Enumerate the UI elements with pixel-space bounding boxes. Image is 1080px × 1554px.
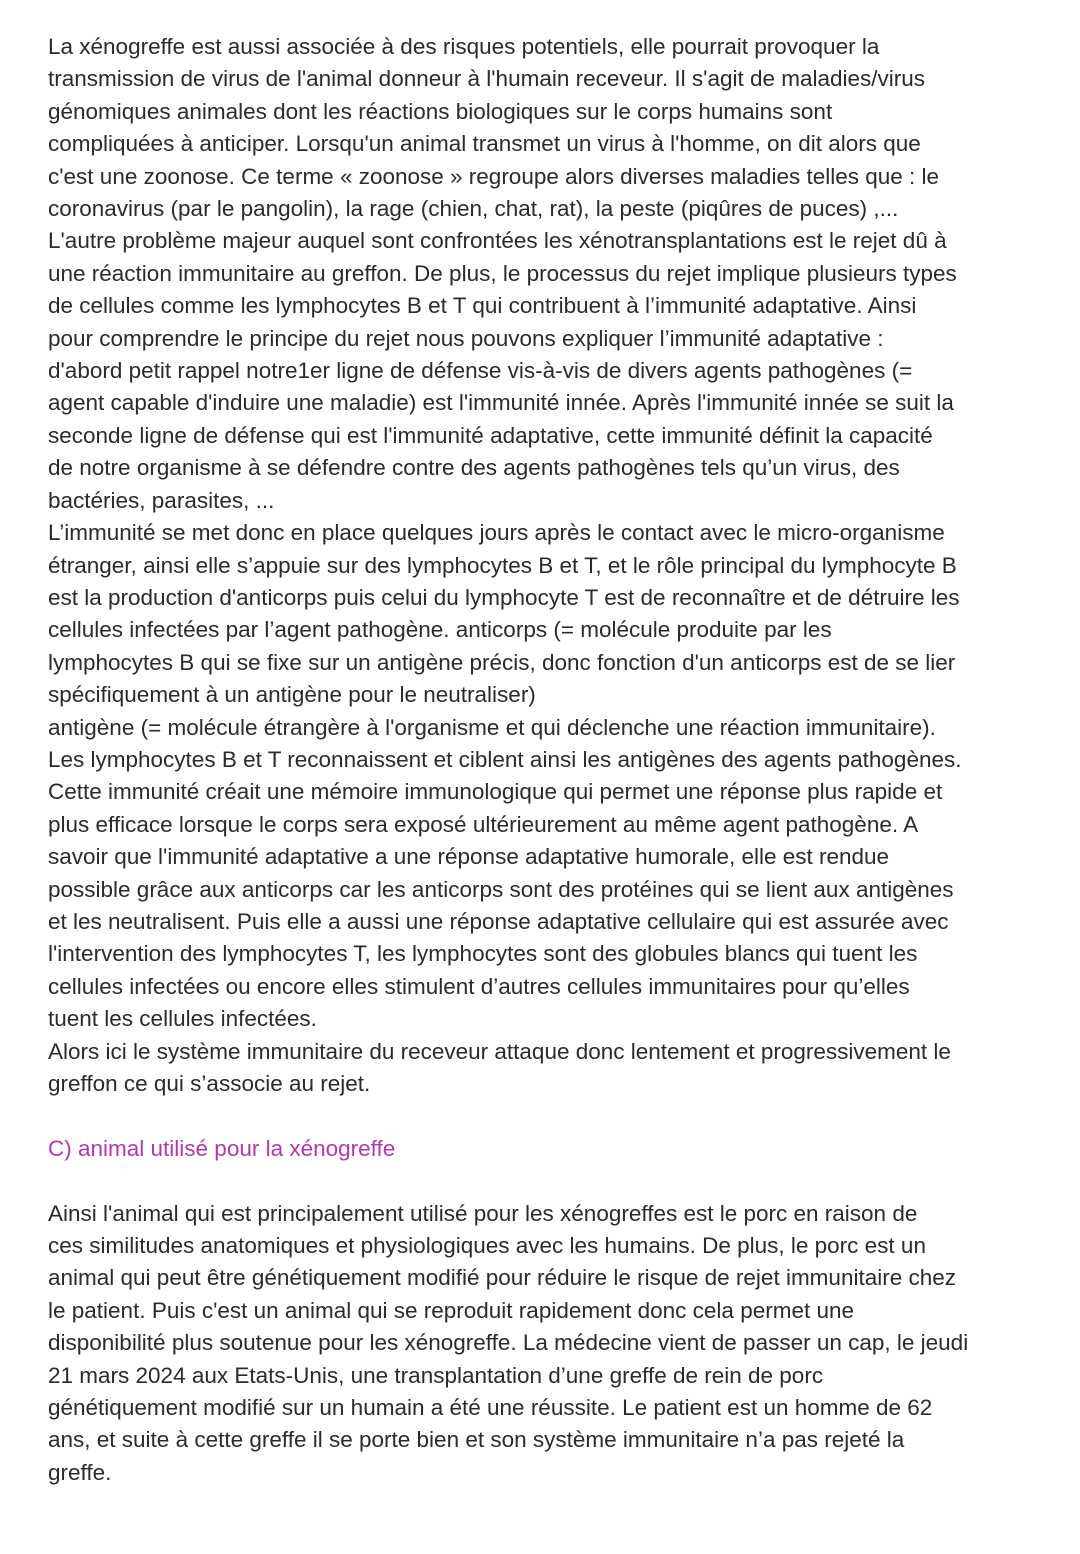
text-line: cellules infectées ou encore elles stimulent d’autres cellules immunitaires pour qu’elles — [48, 973, 910, 999]
text-line: pour comprendre le principe du rejet nous pouvons expliquer l’immunité adaptative : — [48, 325, 884, 351]
text-line: seconde ligne de défense qui est l'immunité adaptative, cette immunité définit la capacité — [48, 422, 933, 448]
text-line: bactéries, parasites, ... — [48, 487, 275, 513]
text-line: possible grâce aux anticorps car les anticorps sont des protéines qui se lient aux antigènes — [48, 876, 954, 902]
text-line: et les neutralisent. Puis elle a aussi une réponse adaptative cellulaire qui est assurée avec — [48, 908, 949, 934]
text-line: une réaction immunitaire au greffon. De plus, le processus du rejet implique plusieurs types — [48, 260, 957, 286]
text-line: compliquées à anticiper. Lorsqu'un animal transmet un virus à l'homme, on dit alors que — [48, 131, 921, 157]
text-line: Alors ici le système immunitaire du receveur attaque donc lentement et progressivement le — [48, 1038, 951, 1064]
text-line: d'abord petit rappel notre1er ligne de défense vis-à-vis de divers agents pathogènes (= — [48, 358, 913, 384]
text-line: animal qui peut être génétiquement modifié pour réduire le risque de rejet immunitaire chez — [48, 1265, 956, 1291]
text-line: de cellules comme les lymphocytes B et T qui contribuent à l’immunité adaptative. Ainsi — [48, 293, 917, 319]
text-line: transmission de virus de l'animal donneur à l'humain receveur. Il s'agit de maladies/virus — [48, 66, 926, 92]
text-line: La xénogreffe est aussi associée à des risques potentiels, elle pourrait provoquer la — [48, 34, 880, 59]
text-line: savoir que l'immunité adaptative a une réponse adaptative humorale, elle est rendue — [48, 844, 890, 870]
text-line: plus efficace lorsque le corps sera exposé ultérieurement au même agent pathogène. A — [48, 811, 919, 837]
paragraph-animal-used — [48, 1198, 1048, 1490]
text-line: greffon ce qui s’associe au rejet. — [48, 1071, 371, 1096]
blank-line — [48, 1100, 1048, 1132]
text-line: c'est une zoonose. Ce terme « zoonose » regroupe alors diverses maladies telles que : le — [48, 163, 940, 189]
text-line: 21 mars 2024 aux Etats-Unis, une transplantation d’une greffe de rein de porc — [48, 1362, 824, 1388]
text-line: disponibilité plus soutenue pour les xénogreffe. La médecine vient de passer un cap, le jeudi — [48, 1330, 969, 1356]
text-line: génomiques animales dont les réactions biologiques sur le corps humains sont — [48, 98, 833, 124]
text-line: Les lymphocytes B et T reconnaissent et ciblent ainsi les antigènes des agents pathogènes. — [48, 746, 962, 772]
text-line: étranger, ainsi elle s’appuie sur des lymphocytes B et T, et le rôle principal du lymphocyte B — [48, 552, 957, 578]
text-line: spécifiquement à un antigène pour le neutraliser) — [48, 682, 536, 708]
text-line: Cette immunité créait une mémoire immunologique qui permet une réponse plus rapide et — [48, 779, 943, 805]
text-line: cellules infectées par l’agent pathogène. anticorps (= molécule produite par les — [48, 617, 832, 643]
paragraph-risks-and-rejection — [48, 31, 1048, 1100]
text-line: est la production d'anticorps puis celui du lymphocyte T est de reconnaître et de détruire les — [48, 584, 960, 610]
text-line: lymphocytes B qui se fixe sur un antigène précis, donc fonction d'un anticorps est de se lier — [48, 649, 956, 675]
text-line: agent capable d'induire une maladie) est l'immunité innée. Après l'immunité innée se suit la — [48, 390, 954, 416]
text-line: tuent les cellules infectées. — [48, 1006, 317, 1032]
text-line: le patient. Puis c'est un animal qui se reproduit rapidement donc cela permet une — [48, 1297, 855, 1323]
document-page — [48, 31, 1048, 1489]
text-line: greffe. — [48, 1459, 112, 1485]
text-line: Ainsi l'animal qui est principalement utilisé pour les xénogreffes est le porc en raison de — [48, 1200, 918, 1226]
text-line: de notre organisme à se défendre contre des agents pathogènes tels qu’un virus, des — [48, 455, 900, 481]
text-line: génétiquement modifié sur un humain a été une réussite. Le patient est un homme de 62 — [48, 1395, 933, 1421]
text-line: ans, et suite à cette greffe il se porte bien et son système immunitaire n’a pas rejeté la — [48, 1427, 905, 1453]
text-line: antigène (= molécule étrangère à l'organisme et qui déclenche une réaction immunitaire). — [48, 714, 936, 740]
text-line: L'autre problème majeur auquel sont confrontées les xénotransplantations est le rejet dû à — [48, 228, 947, 254]
text-line: ces similitudes anatomiques et physiologiques avec les humains. De plus, le porc est un — [48, 1233, 926, 1258]
text-line: l'intervention des lymphocytes T, les lymphocytes sont des globules blancs qui tuent les — [48, 941, 918, 967]
text-line: coronavirus (par le pangolin), la rage (chien, chat, rat), la peste (piqûres de puces) ,... — [48, 196, 899, 222]
text-line: L’immunité se met donc en place quelques jours après le contact avec le micro-organisme — [48, 520, 945, 546]
blank-line — [48, 1165, 1048, 1197]
section-heading-c: C) animal utilisé pour la xénogreffe — [48, 1135, 396, 1161]
